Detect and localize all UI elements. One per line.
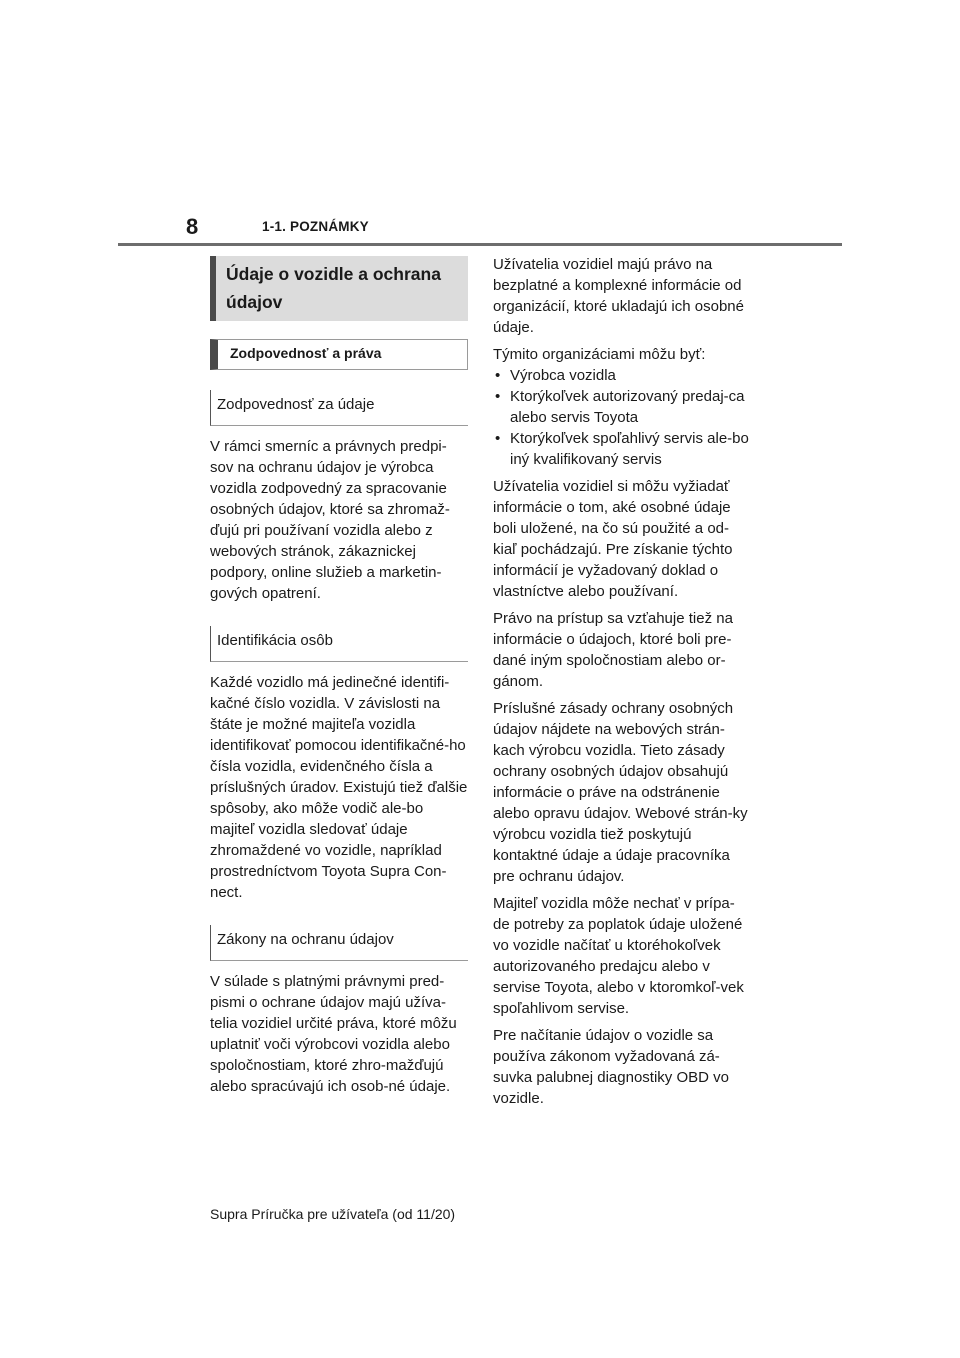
paragraph: Týmito organizáciami môžu byť:	[493, 346, 706, 363]
section-title: 1-1. POZNÁMKY	[262, 219, 369, 234]
sub-heading: Zodpovednosť a práva	[210, 339, 468, 370]
right-column	[493, 254, 751, 1115]
header-rule	[118, 243, 842, 246]
left-column	[210, 256, 468, 1119]
paragraph: V súlade s platnými právnymi pred-pismi o ochrane údajov majú užíva-telia vozidiel určité práva, ktoré môžu uplatniť voči výrobcovi vozidla alebo spoločnostiam, ktoré zhro-mažďujú alebo spracúvajú ich osob-né údaje.	[210, 973, 457, 1095]
main-heading: Údaje o vozidle a ochrana údajov	[210, 256, 468, 321]
topic-heading-laws: Zákony na ochranu údajov	[210, 925, 468, 961]
paragraph: Užívatelia vozidiel majú právo na bezplatné a komplexné informácie od organizácií, ktoré ukladajú ich osobné údaje.	[493, 256, 744, 336]
paragraph: Príslušné zásady ochrany osobných údajov nájdete na webových strán-kach výrobcu vozidla. Tieto zásady ochrany osobných údajov obsahujú informácie o práve na odstránenie alebo opravu údajov. Webové strán-ky výrobcu vozidla tiež poskytujú kontaktné údaje a údaje pracovníka pre ochranu údajov.	[493, 700, 748, 885]
page-number: 8	[186, 214, 199, 239]
list-item: • Ktorýkoľvek spoľahlivý servis ale-bo iný kvalifikovaný servis	[493, 428, 751, 470]
list-item: • Ktorýkoľvek autorizovaný predaj-ca alebo servis Toyota	[493, 386, 751, 428]
paragraph: Právo na prístup sa vzťahuje tiež na informácie o údajoch, ktoré boli pre-dané iným spoločnostiam alebo or-gánom.	[493, 610, 733, 690]
topic-heading-identification: Identifikácia osôb	[210, 626, 468, 662]
list-item: • Výrobca vozidla	[493, 365, 751, 386]
paragraph: Každé vozidlo má jedinečné identifi-kačné číslo vozidla. V závislosti na štáte je možné majiteľa vozidla identifikovať pomocou identifikačné-ho čísla vozidla, evidenčného čísla a príslušných úradov. Existujú tiež ďalšie spôsoby, ako môže vodič ale-bo majiteľ vozidla sledovať údaje zhromaždené vo vozidle, napríklad prostredníctvom Toyota Supra Con-nect.	[210, 674, 468, 901]
bullet-list	[493, 365, 751, 470]
footer-text: Supra Príručka pre užívateľa (od 11/20)	[210, 1206, 456, 1222]
paragraph: V rámci smerníc a právnych predpi-sov na ochranu údajov je výrobca vozidla zodpovedný za spracovanie osobných údajov, ktoré sa zhromaž-ďujú pri používaní vozidla alebo z webových stránok, zákaznickej podpory, online služieb a marketin-gových opatrení.	[210, 438, 450, 602]
paragraph: Užívatelia vozidiel si môžu vyžiadať informácie o tom, aké osobné údaje boli uložené, na čo sú použité a od-kiaľ pochádzajú. Pre získanie týchto informácií je vyžadovaný doklad o vlastníctve alebo používaní.	[493, 478, 733, 600]
paragraph: Pre načítanie údajov o vozidle sa používa zákonom vyžadovaná zá-suvka palubnej diagnostiky OBD vo vozidle.	[493, 1027, 729, 1107]
paragraph: Majiteľ vozidla môže nechať v prípa-de potreby za poplatok údaje uložené vo vozidle načítať u ktoréhokoľvek autorizovaného predajcu alebo v servise Toyota, alebo v ktoromkoľ-vek spoľahlivom servise.	[493, 895, 744, 1017]
topic-heading-responsibility: Zodpovednosť za údaje	[210, 390, 468, 426]
